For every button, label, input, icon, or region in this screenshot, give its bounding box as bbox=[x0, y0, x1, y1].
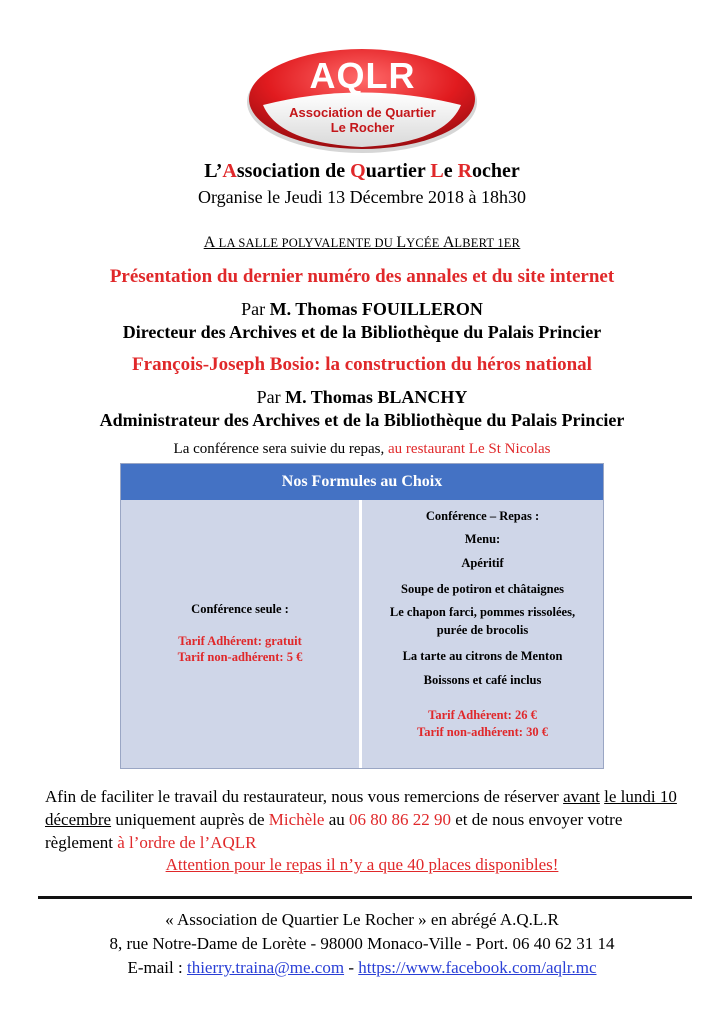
menu-item: purée de brocolis bbox=[436, 623, 529, 637]
menu-item: Apéritif bbox=[461, 556, 504, 570]
right-price-nonmember: Tarif non-adhérent: 30 € bbox=[417, 725, 548, 739]
menu-item: Soupe de potiron et châtaignes bbox=[401, 582, 564, 596]
talk-title: François-Joseph Bosio: la construction du héros national bbox=[132, 354, 592, 375]
aqlr-logo bbox=[245, 45, 480, 155]
right-price-member: Tarif Adhérent: 26 € bbox=[428, 708, 537, 722]
menu-item: Le chapon farci, pommes rissolées, bbox=[389, 605, 576, 619]
divider bbox=[38, 896, 692, 899]
email-link[interactable]: thierry.traina@me.com bbox=[186, 958, 345, 977]
speaker1-role: Directeur des Archives et de la Bibliothèque du Palais Princier bbox=[122, 322, 602, 342]
venue: A LA SALLE POLYVALENTE DU LYCÉE ALBERT 1ER bbox=[203, 234, 521, 251]
speaker2-role: Administrateur des Archives et de la Bibliothèque du Palais Princier bbox=[99, 410, 625, 430]
event-date: Organise le Jeudi 13 Décembre 2018 à 18h30 bbox=[197, 187, 527, 207]
menu-item: La tarte au citrons de Menton bbox=[402, 649, 563, 663]
footer-contact: E-mail : thierry.traina@me.com - https://www.facebook.com/aqlr.mc bbox=[127, 958, 597, 977]
speaker2: Par M. Thomas BLANCHY bbox=[256, 387, 468, 407]
table-header: Nos Formules au Choix bbox=[121, 464, 603, 500]
footer-name: « Association de Quartier Le Rocher » en abrégé A.Q.L.R bbox=[165, 910, 559, 929]
menu-item: Boissons et café inclus bbox=[423, 673, 542, 687]
dinner-note: La conférence sera suivie du repas, au restaurant Le St Nicolas bbox=[173, 441, 551, 457]
menu-label: Menu: bbox=[464, 532, 501, 546]
footer-address: 8, rue Notre-Dame de Lorète - 98000 Monaco-Ville - Port. 06 40 62 31 14 bbox=[109, 934, 615, 953]
reservation-paragraph: Afin de faciliter le travail du restaurateur, nous vous remercions de réserver avant le lundi 10 décembre uniquement auprès de Michèle au 06 80 86 22 90 et de nous envoyer votre règlement à l’ordre de l’AQLR bbox=[45, 787, 677, 852]
left-title: Conférence seule : bbox=[191, 602, 289, 616]
page-title: L’Association de Quartier Le Rocher bbox=[204, 160, 520, 182]
left-price-nonmember: Tarif non-adhérent: 5 € bbox=[177, 650, 303, 664]
speaker1: Par M. Thomas FOUILLERON bbox=[241, 299, 483, 319]
logo-line2: Le Rocher bbox=[330, 120, 395, 135]
formula-table bbox=[120, 463, 604, 769]
conference-dinner-cell bbox=[362, 500, 603, 768]
presentation-title: Présentation du dernier numéro des annales et du site internet bbox=[109, 266, 615, 287]
facebook-link[interactable]: https://www.facebook.com/aqlr.mc bbox=[358, 958, 597, 977]
conference-only-cell bbox=[121, 500, 362, 768]
attention-notice: Attention pour le repas il n’y a que 40 places disponibles! bbox=[165, 855, 559, 874]
logo-acronym: AQLR bbox=[309, 55, 416, 96]
right-title: Conférence – Repas : bbox=[425, 509, 540, 523]
left-price-member: Tarif Adhérent: gratuit bbox=[178, 634, 302, 648]
logo-line1: Association de Quartier bbox=[289, 105, 436, 120]
